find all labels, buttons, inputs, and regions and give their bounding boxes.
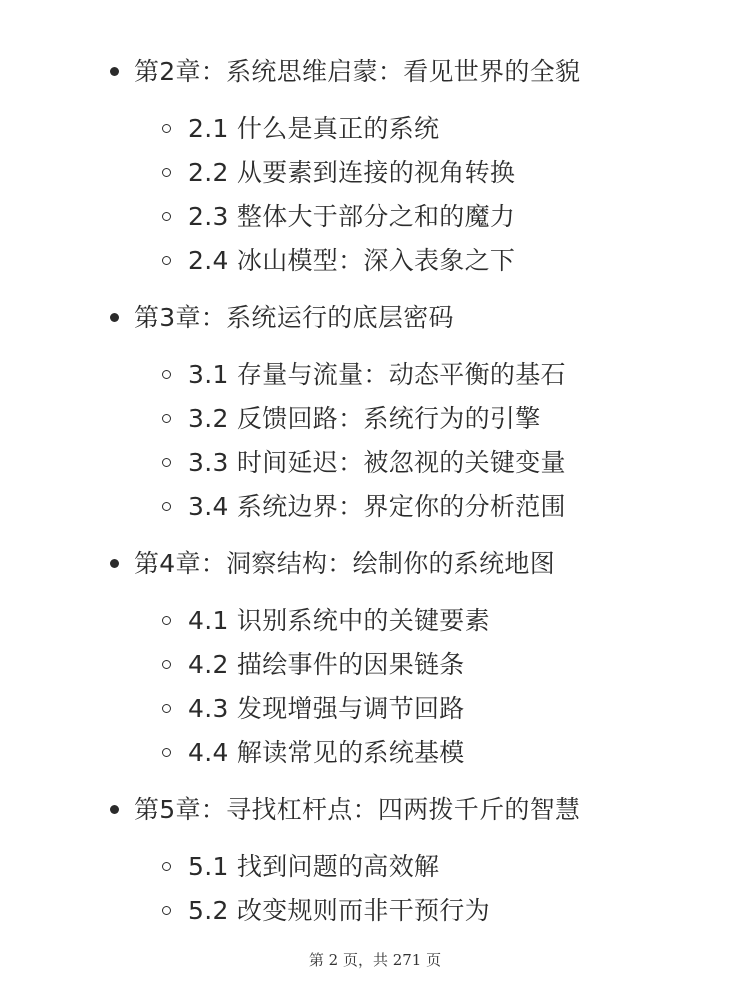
section-title: 5.2 改变规则而非干预行为 [188, 896, 490, 925]
section-4-4 [0, 734, 750, 774]
section-title: 4.4 解读常见的系统基模 [188, 738, 465, 767]
circle-bullet-icon [162, 370, 171, 379]
chapter-title: 第4章：洞察结构：绘制你的系统地图 [134, 549, 556, 578]
bullet-icon [110, 559, 119, 568]
circle-bullet-icon [162, 124, 171, 133]
circle-bullet-icon [162, 862, 171, 871]
section-3-4 [0, 488, 750, 528]
section-title: 4.1 识别系统中的关键要素 [188, 606, 490, 635]
chapter-3 [0, 296, 750, 340]
section-3-2 [0, 400, 750, 440]
chapter-title: 第2章：系统思维启蒙：看见世界的全貌 [134, 57, 581, 86]
section-5-2 [0, 892, 750, 932]
bullet-icon [110, 67, 119, 76]
section-3-1 [0, 356, 750, 396]
section-3-3 [0, 444, 750, 484]
chapter-title: 第5章：寻找杠杆点：四两拨千斤的智慧 [134, 795, 581, 824]
circle-bullet-icon [162, 704, 171, 713]
chapter-2 [0, 50, 750, 94]
section-title: 5.1 找到问题的高效解 [188, 852, 440, 881]
chapter-title: 第3章：系统运行的底层密码 [134, 303, 454, 332]
section-2-3 [0, 198, 750, 238]
section-2-4 [0, 242, 750, 282]
bullet-icon [110, 805, 119, 814]
chapter-5 [0, 788, 750, 832]
section-title: 3.1 存量与流量：动态平衡的基石 [188, 360, 566, 389]
section-title: 2.3 整体大于部分之和的魔力 [188, 202, 516, 231]
circle-bullet-icon [162, 502, 171, 511]
section-title: 2.1 什么是真正的系统 [188, 114, 440, 143]
section-title: 3.3 时间延迟：被忽视的关键变量 [188, 448, 566, 477]
circle-bullet-icon [162, 660, 171, 669]
chapter-4 [0, 542, 750, 586]
section-title: 2.4 冰山模型：深入表象之下 [188, 246, 516, 275]
section-4-2 [0, 646, 750, 686]
bullet-icon [110, 313, 119, 322]
section-4-3 [0, 690, 750, 730]
circle-bullet-icon [162, 168, 171, 177]
section-2-1 [0, 110, 750, 150]
circle-bullet-icon [162, 212, 171, 221]
circle-bullet-icon [162, 414, 171, 423]
section-title: 4.3 发现增强与调节回路 [188, 694, 465, 723]
section-4-1 [0, 602, 750, 642]
section-title: 3.2 反馈回路：系统行为的引擎 [188, 404, 541, 433]
circle-bullet-icon [162, 256, 171, 265]
page-number-footer: 第 2 页，共 271 页 [308, 951, 442, 969]
section-title: 3.4 系统边界：界定你的分析范围 [188, 492, 566, 521]
circle-bullet-icon [162, 458, 171, 467]
section-2-2 [0, 154, 750, 194]
section-5-1 [0, 848, 750, 888]
circle-bullet-icon [162, 906, 171, 915]
section-title: 4.2 描绘事件的因果链条 [188, 650, 465, 679]
circle-bullet-icon [162, 748, 171, 757]
section-title: 2.2 从要素到连接的视角转换 [188, 158, 516, 187]
circle-bullet-icon [162, 616, 171, 625]
